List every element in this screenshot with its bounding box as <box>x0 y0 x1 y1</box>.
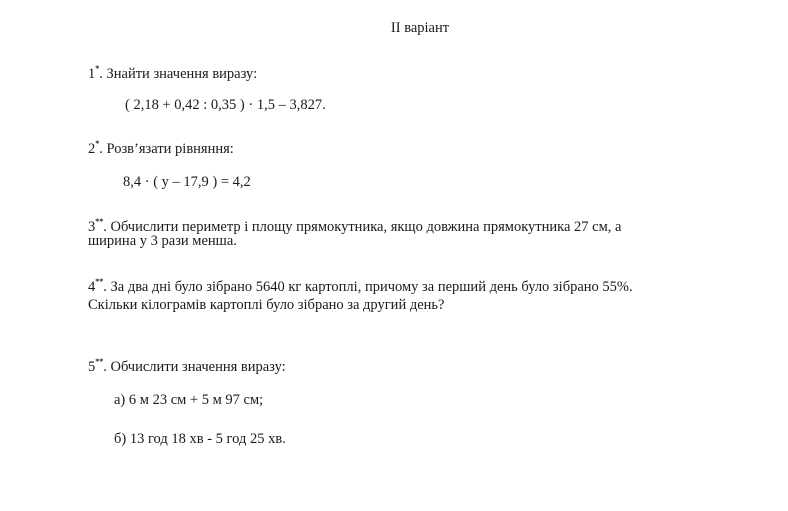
task-3-difficulty-stars: ** <box>95 217 104 226</box>
task-1-number: 1 <box>88 66 96 82</box>
variant-title: II варіант <box>390 20 450 36</box>
task-2-difficulty-stars: * <box>95 139 100 148</box>
task-1-text: . Знайти значення виразу: <box>99 66 258 82</box>
task-3-text-continued: ширина у 3 рази менша. <box>88 233 237 249</box>
task-1-heading <box>88 60 257 83</box>
task-2-text: . Розв’язати рівняння: <box>99 141 234 157</box>
task-5-difficulty-stars: ** <box>95 357 104 366</box>
task-5-number: 5 <box>88 359 96 375</box>
task-5-text: . Обчислити значення виразу: <box>103 359 286 375</box>
task-1-difficulty-stars: * <box>95 64 100 73</box>
task-2-equation: 8,4 · ( у – 17,9 ) = 4,2 <box>123 174 251 190</box>
task-2-heading <box>88 135 234 158</box>
task-4-heading <box>88 273 633 296</box>
task-4-text-continued: Скільки кілограмів картоплі було зібрано за другий день? <box>88 297 445 313</box>
task-4-difficulty-stars: ** <box>95 277 104 286</box>
task-1-expression: ( 2,18 + 0,42 : 0,35 ) · 1,5 – 3,827. <box>125 97 326 113</box>
task-3-number: 3 <box>88 219 96 235</box>
task-5-item-b: б) 13 год 18 хв - 5 год 25 хв. <box>114 431 286 447</box>
task-5-item-a: а) 6 м 23 см + 5 м 97 см; <box>114 392 264 408</box>
task-2-number: 2 <box>88 141 96 157</box>
task-4-text: . За два дні було зібрано 5640 кг картоплі, причому за перший день було зібрано 55%. <box>103 279 633 295</box>
task-4-number: 4 <box>88 279 96 295</box>
task-3-text: . Обчислити периметр і площу прямокутника, якщо довжина прямокутника 27 см, а <box>103 219 622 235</box>
task-5-heading <box>88 353 286 376</box>
